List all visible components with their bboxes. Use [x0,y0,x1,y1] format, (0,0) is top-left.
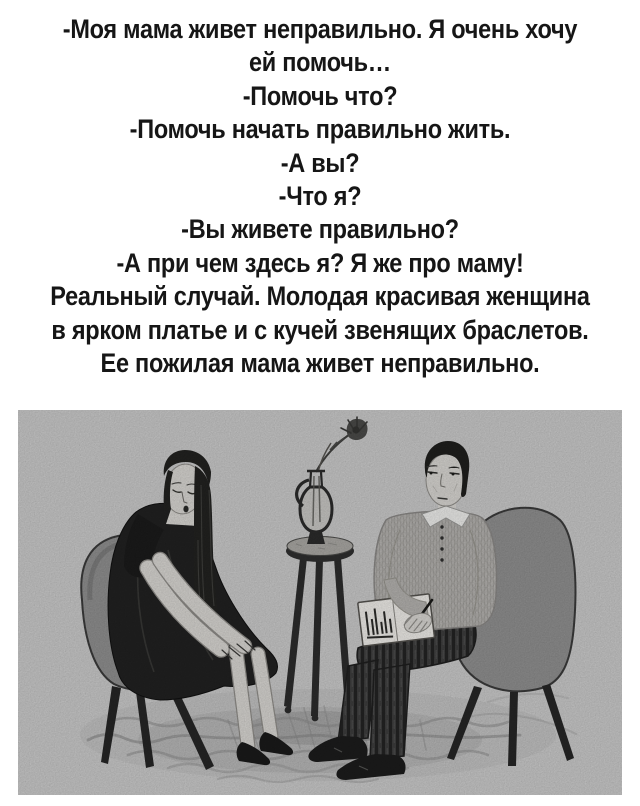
text-line-4: -Помочь начать правильно жить. [129,114,511,145]
therapy-scene-illustration [18,410,622,795]
therapy-scene-svg [18,410,622,795]
text-line-7: -Вы живете правильно? [181,214,459,245]
joke-text [42,13,599,380]
text-line-9: Реальный случай. Молодая красивая женщина [50,281,590,312]
text-line-2: ей помочь… [248,47,392,78]
text-line-1: -Моя мама живет неправильно. Я очень хочу [62,14,578,44]
text-line-6: -Что я? [278,181,362,212]
text-line-11: Ее пожилая мама живет неправильно. [100,348,540,379]
text-line-8: -А при чем здесь я? Я же про маму! [116,247,524,278]
text-line-10: в ярком платье и с кучей звенящих браслетов. [51,314,589,345]
paper-grain-overlay [18,410,622,795]
text-line-3: -Помочь что? [242,80,398,111]
text-line-5: -А вы? [280,147,360,178]
